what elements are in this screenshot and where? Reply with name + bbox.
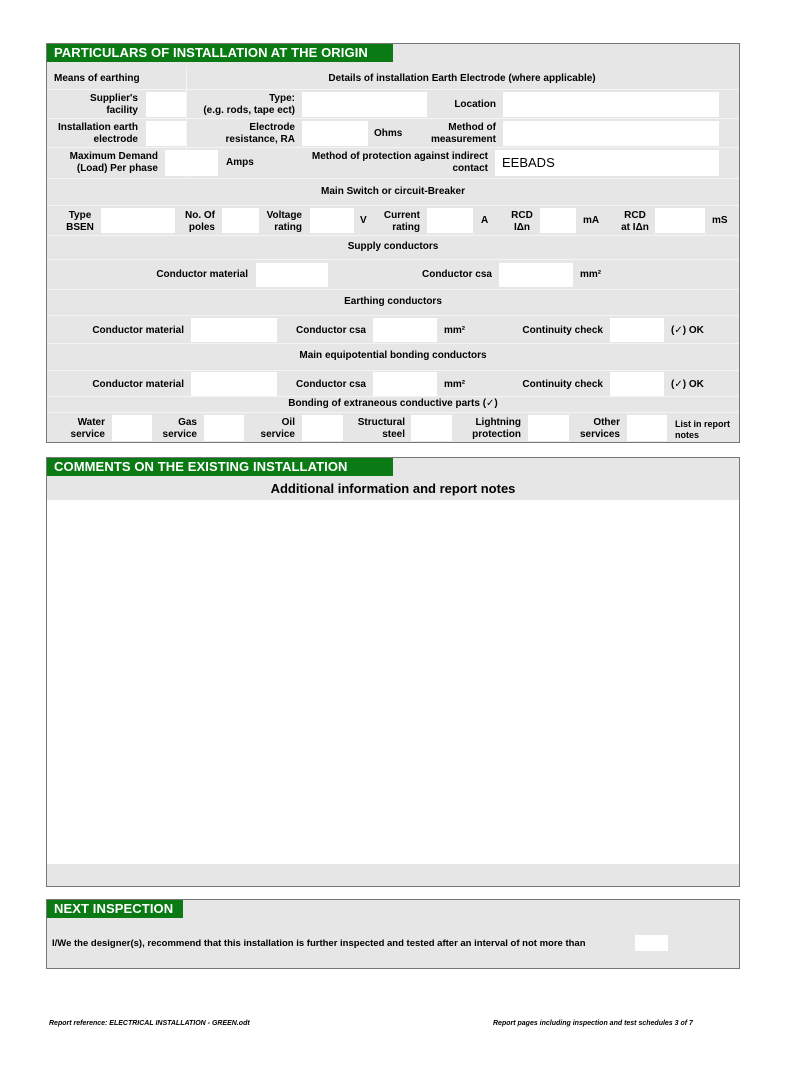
earthing-conductor-material-label: Conductor material — [92, 325, 184, 336]
current-rating-label: Current rating — [383, 210, 420, 233]
voltage-rating-label: Voltage rating — [266, 210, 302, 233]
current-rating-field[interactable] — [427, 208, 473, 233]
means-of-earthing-label: Means of earthing — [54, 73, 140, 84]
supply-conductor-csa-field[interactable] — [499, 263, 573, 287]
row-divider — [47, 205, 739, 206]
earthing-mm2-unit: mm² — [444, 325, 466, 336]
row-divider — [47, 412, 739, 413]
structural-steel-field[interactable] — [411, 415, 452, 441]
bonding-continuity-check-label: Continuity check — [522, 379, 603, 390]
v-unit-label: V — [360, 215, 367, 226]
row-divider — [47, 178, 739, 179]
supply-conductor-csa-label: Conductor csa — [421, 269, 492, 280]
bonding-conductor-material-label: Conductor material — [92, 379, 184, 390]
supply-conductor-material-label: Conductor material — [156, 269, 248, 280]
supply-conductor-material-field[interactable] — [256, 263, 328, 287]
installation-earth-electrode-label: Installation earth electrode — [57, 122, 138, 145]
location-field[interactable] — [503, 92, 719, 117]
origin-section-header: PARTICULARS OF INSTALLATION AT THE ORIGIN — [47, 44, 393, 62]
method-of-protection-label: Method of protection against indirect contact — [311, 151, 488, 174]
type-bsen-label: Type BSEN — [66, 210, 94, 233]
bonding-mm2-unit: mm² — [444, 379, 466, 390]
suppliers-facility-field[interactable] — [146, 92, 186, 117]
rcd-at-idn-field[interactable] — [655, 208, 705, 233]
max-demand-field[interactable] — [165, 150, 218, 176]
report-notes-textarea[interactable] — [47, 500, 739, 864]
gas-service-label: Gas service — [162, 417, 197, 440]
lightning-protection-field[interactable] — [528, 415, 569, 441]
other-services-field[interactable] — [627, 415, 667, 441]
earthing-conductor-csa-field[interactable] — [373, 318, 437, 342]
row-divider — [47, 235, 739, 236]
row-divider — [47, 89, 739, 90]
extraneous-bonding-heading: Bonding of extraneous conductive parts (✓) — [288, 398, 498, 409]
row-divider — [47, 147, 739, 148]
oil-service-label: Oil service — [260, 417, 295, 440]
earthing-ok-label: (✓) OK — [671, 325, 704, 336]
method-of-protection-value: EEBADS — [502, 155, 555, 170]
comments-subheading: Additional information and report notes — [270, 481, 516, 496]
other-services-label: Other services — [579, 417, 620, 440]
gas-service-field[interactable] — [204, 415, 244, 441]
suppliers-facility-label: Supplier's facility — [90, 93, 138, 116]
row-divider — [47, 315, 739, 316]
electrode-details-label: Details of installation Earth Electrode (where applicable) — [328, 73, 596, 84]
earthing-continuity-check-field[interactable] — [610, 318, 664, 342]
row-divider — [47, 396, 739, 397]
bonding-continuity-check-field[interactable] — [610, 372, 664, 396]
ohms-unit-label: Ohms — [374, 128, 403, 139]
oil-service-field[interactable] — [302, 415, 343, 441]
comments-section-header: COMMENTS ON THE EXISTING INSTALLATION — [47, 458, 393, 476]
next-inspection-section-header: NEXT INSPECTION — [47, 900, 183, 918]
ma-unit-label: mA — [583, 215, 600, 226]
method-of-measurement-label: Method of measurement — [430, 122, 496, 145]
no-of-poles-field[interactable] — [222, 208, 259, 233]
list-in-report-notes-label: List in report notes — [675, 419, 731, 440]
bonding-ok-label: (✓) OK — [671, 379, 704, 390]
next-inspection-statement: I/We the designer(s), recommend that this installation is further inspected and tested after an interval of not more than — [52, 938, 586, 949]
earthing-conductors-heading: Earthing conductors — [344, 296, 442, 307]
method-of-measurement-field[interactable] — [503, 121, 719, 146]
row-divider — [47, 259, 739, 260]
water-service-label: Water service — [70, 417, 105, 440]
rcd-idn-field[interactable] — [540, 208, 576, 233]
inspection-interval-field[interactable] — [635, 935, 668, 951]
lightning-protection-label: Lightning protection — [472, 417, 521, 440]
electrode-type-field[interactable] — [302, 92, 427, 117]
a-unit-label: A — [481, 215, 489, 226]
ms-unit-label: mS — [712, 215, 728, 226]
max-demand-label: Maximum Demand (Load) Per phase — [69, 151, 158, 174]
amps-unit-label: Amps — [226, 157, 254, 168]
type-bsen-field[interactable] — [101, 208, 175, 233]
row-divider — [47, 343, 739, 344]
voltage-rating-field[interactable] — [310, 208, 354, 233]
electrode-resistance-label: Electrode resistance, RA — [225, 122, 295, 145]
bonding-conductor-csa-label: Conductor csa — [295, 379, 366, 390]
electrode-resistance-field[interactable] — [302, 121, 368, 146]
structural-steel-label: Structural steel — [357, 417, 405, 440]
row-divider — [47, 289, 739, 290]
report-reference-footer: Report reference: ELECTRICAL INSTALLATION - GREEN.odt — [49, 1020, 250, 1027]
electrode-type-label: Type: (e.g. rods, tape ect) — [203, 93, 295, 116]
rcd-at-idn-label: RCD at IΔn — [621, 210, 649, 233]
installation-earth-electrode-field[interactable] — [146, 121, 186, 146]
water-service-field[interactable] — [112, 415, 152, 441]
earthing-conductor-csa-label: Conductor csa — [295, 325, 366, 336]
rcd-idn-label: RCD IΔn — [511, 210, 533, 233]
earthing-continuity-check-label: Continuity check — [522, 325, 603, 336]
bonding-conductor-csa-field[interactable] — [373, 372, 437, 396]
main-switch-heading: Main Switch or circuit-Breaker — [321, 186, 465, 197]
no-of-poles-label: No. Of poles — [185, 210, 215, 233]
page-count-footer: Report pages including inspection and test schedules 3 of 7 — [493, 1020, 693, 1027]
row-divider — [47, 118, 739, 119]
row-divider — [47, 370, 739, 371]
location-label: Location — [454, 99, 496, 110]
supply-conductors-heading: Supply conductors — [347, 241, 439, 252]
supply-mm2-unit: mm² — [580, 269, 602, 280]
bonding-conductor-material-field[interactable] — [191, 372, 277, 396]
bonding-conductors-heading: Main equipotential bonding conductors — [299, 350, 487, 361]
earthing-conductor-material-field[interactable] — [191, 318, 277, 342]
